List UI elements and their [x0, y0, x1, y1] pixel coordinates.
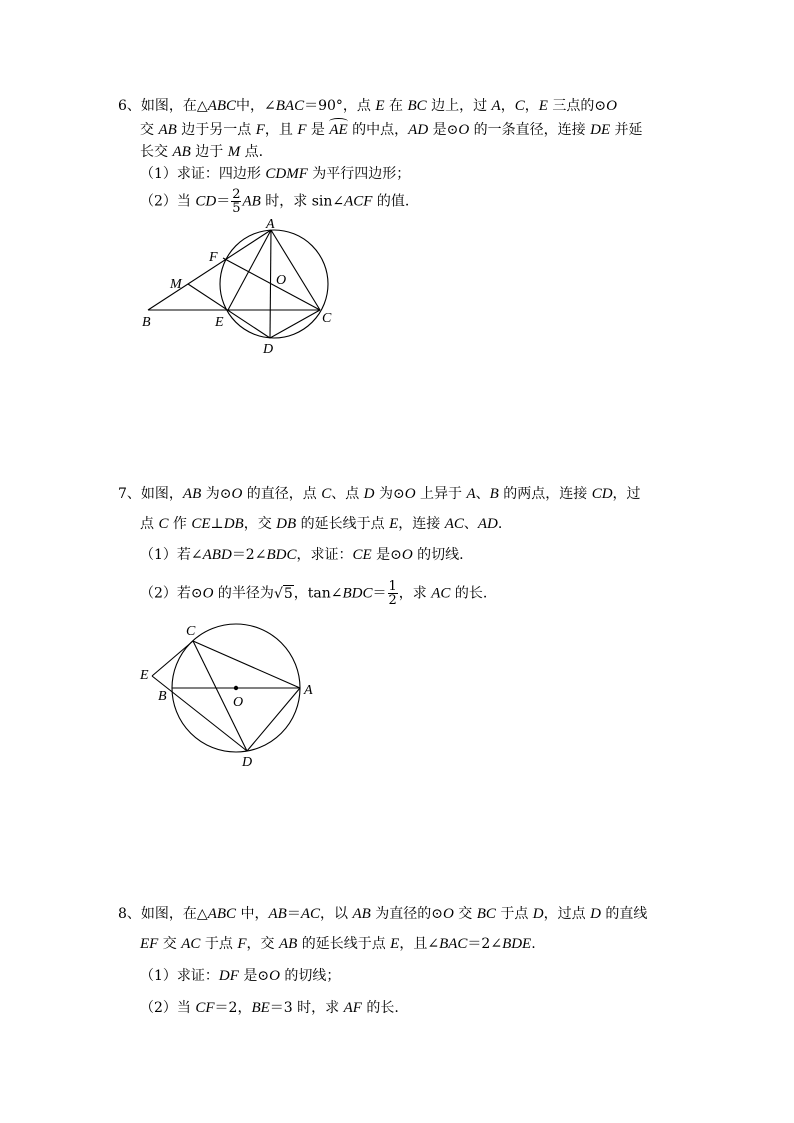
label-C: C [186, 624, 196, 639]
q8-part-1: （1）求证：DF 是⊙O 的切线； [140, 968, 341, 984]
seg-ED [152, 676, 247, 751]
label-E: E [140, 668, 149, 683]
q7-labels [139, 624, 313, 770]
seg-CA [193, 641, 300, 688]
arc-ae: AE [329, 122, 348, 138]
q7-center-dot [234, 686, 238, 690]
label-D: D [242, 755, 253, 770]
label-A: A [266, 217, 275, 232]
sqrt-5: √5 [273, 585, 293, 602]
seg-MD [188, 284, 270, 338]
q7-part-2: （2）若⊙O 的半径为√5，tan∠BDC＝ $\frac{1}{2}$ ，求 AC 的长. [140, 579, 488, 608]
seg-AC [271, 230, 320, 310]
label-O: O [276, 273, 287, 288]
label-E: E [215, 315, 224, 330]
seg-FC [223, 258, 320, 310]
label-B: B [142, 315, 151, 330]
q6-labels [142, 217, 332, 357]
q8-part-2: （2）当 CF＝2，BE＝3 时，求 AF 的长. [140, 1000, 399, 1016]
q7-part-1: （1）若∠ABD＝2∠BDC，求证：CE 是⊙O 的切线. [140, 547, 464, 563]
q6-part-2: （2）当 CD＝ $\frac{2}{5}$ AB 时，求 sin∠ACF 的值. [140, 187, 410, 216]
q8-line-1: 8、如图，在△ABC 中，AB＝AC，以 AB 为直径的⊙O 交 BC 于点 D，过点 D 的直线 [118, 906, 648, 922]
q7-line-1: 7、如图，AB 为⊙O 的直径，点 C、点 D 为⊙O 上异于 A、B 的两点，连接 CD，过 [118, 486, 641, 502]
label-C: C [322, 311, 332, 326]
fraction-2-5: $\frac{2}{5}$ [232, 187, 241, 216]
q6-part-1: （1）求证：四边形 CDMF 为平行四边形； [140, 166, 411, 182]
q6-line-2: 交 AB 边于另一点 F，且 F 是 AE 的中点，AD 是⊙O 的一条直径，连接 DE 并延 [140, 122, 643, 138]
q6-line-3: 长交 AB 边于 M 点. [140, 144, 264, 160]
label-M: M [170, 277, 182, 292]
label-B: B [158, 689, 167, 704]
label-O: O [233, 695, 244, 710]
seg-AE [228, 230, 271, 310]
q6-line-1: 6、如图，在△ABC中，∠BAC＝90°，点 E 在 BC 边上，过 A，C，E 三点的⊙O [118, 98, 617, 114]
fraction-1-2: $\frac{1}{2}$ [388, 579, 397, 608]
seg-CE [152, 641, 193, 676]
label-F: F [209, 250, 218, 265]
label-A: A [304, 683, 313, 698]
q7-line-2: 点 C 作 CE⊥DB，交 DB 的延长线于点 E，连接 AC、AD. [140, 516, 503, 532]
q8-line-2: EF 交 AC 于点 F，交 AB 的延长线于点 E，且∠BAC＝2∠BDE. [140, 936, 536, 952]
label-D: D [263, 342, 274, 357]
q6-circle [220, 230, 328, 338]
